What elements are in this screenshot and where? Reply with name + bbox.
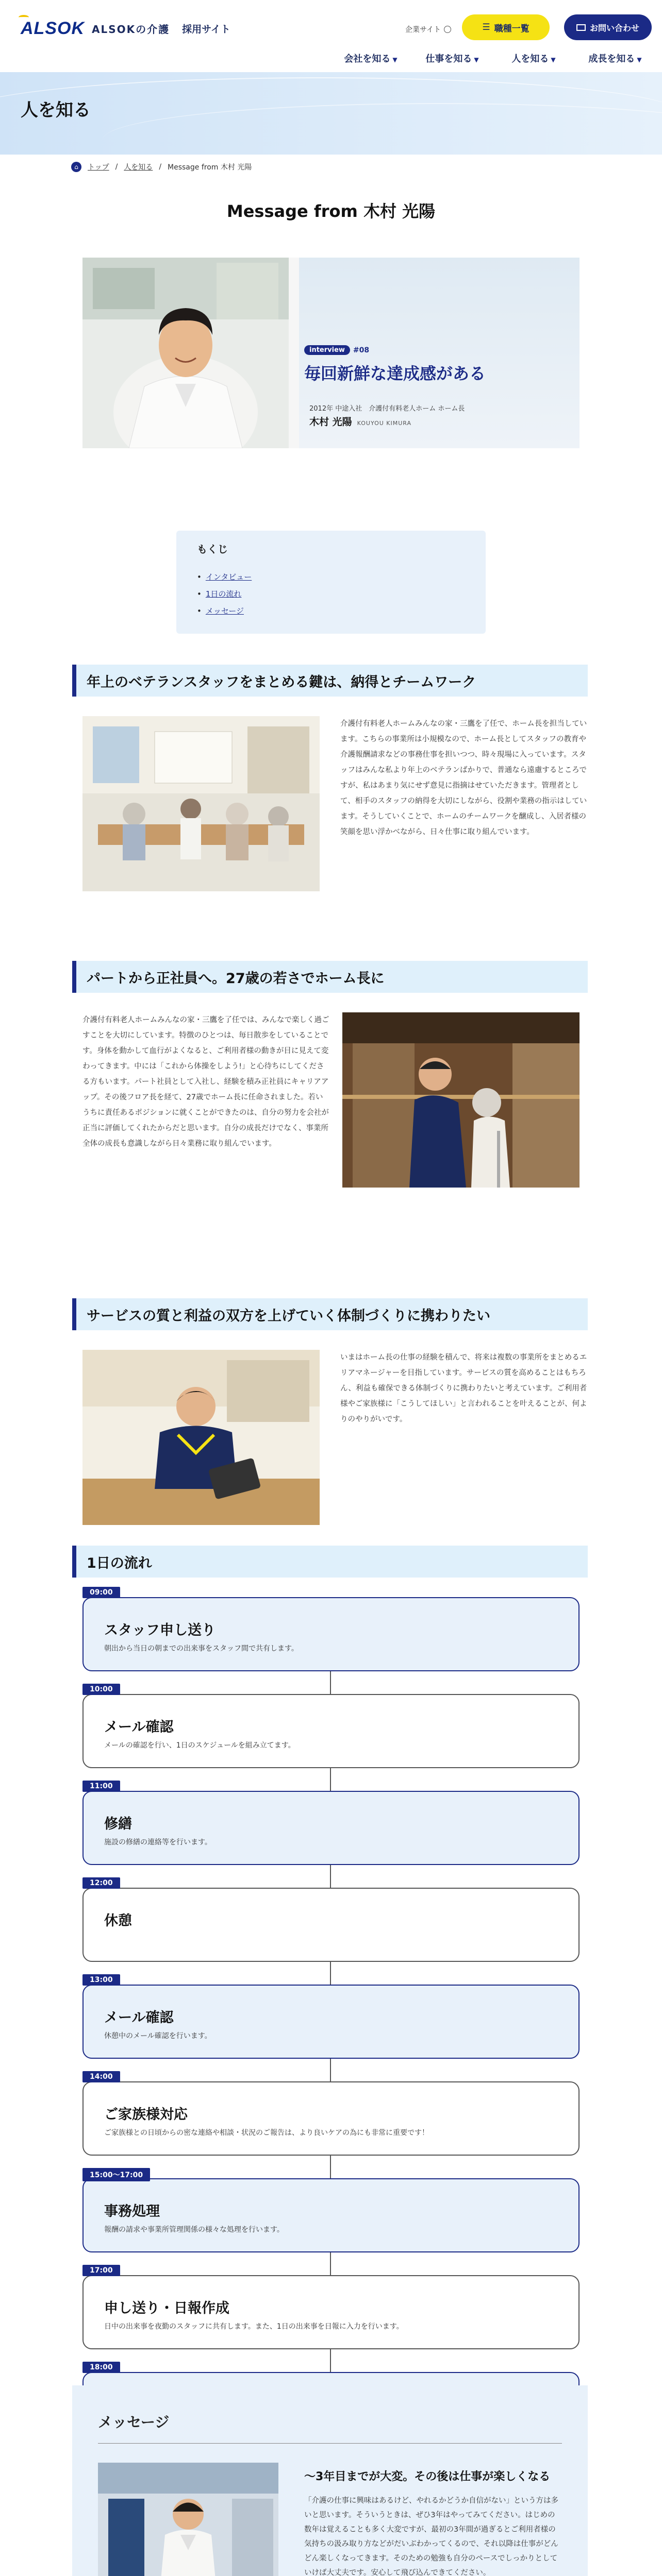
- contact-button[interactable]: [564, 14, 652, 40]
- breadcrumb-current: Message from 木村 光陽: [168, 163, 252, 172]
- corporate-site-link[interactable]: [405, 24, 451, 35]
- jobs-list-button[interactable]: [462, 14, 550, 40]
- site-sub: 採用サイト: [182, 24, 230, 35]
- section-heading-text: 年上のベテランスタッフをまとめる鍵は、納得とチームワーク: [87, 674, 476, 690]
- schedule-time: 14:00: [82, 2071, 120, 2082]
- chevron-down-icon: ▼: [392, 56, 398, 63]
- nav-label: 会社を知る: [344, 54, 391, 64]
- message-section: [72, 2385, 588, 2576]
- profile-photo: [82, 258, 289, 448]
- jobs-list-label: 職種一覧: [494, 23, 529, 34]
- contact-label: お問い合わせ: [589, 23, 639, 33]
- schedule-item: [82, 1588, 580, 1671]
- schedule-connector: [330, 1962, 331, 1985]
- section-body: いまはホーム長の仕事の経験を積んで、将来は複数の事業所をまとめるエリアマネージャーを目指しています。サービスの質を高めることはもちろん、利益も確保できる体制づくりに携わりたいと考えています。ご利用者様やご家族様に「こうしてほしい」と言われることを叶えることが、何よりのやりがいです。: [340, 1353, 587, 1423]
- schedule-connector: [330, 1865, 331, 1888]
- home-icon[interactable]: ⌂: [71, 162, 81, 172]
- schedule-connector: [330, 2059, 331, 2081]
- schedule-time: 18:00: [82, 2362, 120, 2373]
- nav-label: 人を知る: [511, 54, 549, 64]
- breadcrumb-parent[interactable]: 人を知る: [124, 163, 153, 172]
- schedule-title: 申し送り・日報作成: [104, 2300, 229, 2316]
- interview-pill: interview: [304, 345, 350, 355]
- site-name: ALSOKの介護: [92, 23, 170, 36]
- toc-title: もくじ: [197, 543, 228, 555]
- schedule-desc: 日中の出来事を夜勤のスタッフに共有します。また、1日の出来事を日報に入力を行います。: [104, 2323, 404, 2331]
- logo-area[interactable]: [21, 19, 230, 39]
- schedule-time: 17:00: [82, 2265, 120, 2276]
- schedule-connector: [330, 2252, 331, 2275]
- schedule-title: スタッフ申し送り: [104, 1622, 216, 1638]
- section-body: 介護付有料老人ホームみんなの家・三鷹を了任では、みんなで楽しく過ごすことを大切にしています。特徴のひとつは、毎日散歩をしていることです。身体を動かして血行がよくなると、ご利用者様の動きが目に見えて変わってきます。中には「これから体操をしよう!」と心待ちにしてくださる方もいます。パート社員として入社し、経験を積み正社員にキャリアアップ。その後フロア長を経て、27歳でホーム長に任命されました。若いうちに責任あるポジションに就くことができたのは、自分の努力を会社が正当に評価してくれたからだと思います。自分の成長だけでなく、事業所全体の成長も意識しながら日々業務に取り組んでいます。: [82, 1016, 329, 1148]
- section-heading-text: サービスの質と利益の双方を上げていく体制づくりに携わりたい: [87, 1308, 490, 1324]
- nav-growth[interactable]: [574, 52, 656, 65]
- chevron-down-icon: ▼: [637, 56, 642, 63]
- corporate-site-label: 企業サイト: [405, 26, 441, 34]
- global-nav: [330, 52, 656, 65]
- schedule-desc: 休憩中のメール確認を行います。: [104, 2032, 212, 2040]
- section-body: 介護付有料老人ホームみんなの家・三鷹を了任で、ホーム長を担当しています。こちらの事業所は小規模なので、ホーム長としてスタッフの教育や介護報酬請求などの事務仕事を担いつつ、時々現場に入っています。スタッフはみんな私より年上のベテランばかりで、普通なら遠慮するところですが、私はあまり気にせず意見に指摘はせていただきます。管理者として、相手のスタッフの納得を大切にしながら、役割や業務の指示はしています。そうしていくことで、ホームのチームワークを醸成し、入居者様の笑顔を思い浮かべながら、日々仕事に取り組んでいます。: [340, 720, 587, 836]
- chevron-down-icon: ▼: [474, 56, 479, 63]
- nav-label: 成長を知る: [588, 54, 635, 64]
- nav-work[interactable]: [411, 52, 493, 65]
- schedule-time: 15:00〜17:00: [82, 2168, 150, 2181]
- schedule-time: 13:00: [82, 1974, 120, 1986]
- chevron-down-icon: ▼: [551, 56, 556, 63]
- schedule-item: [82, 2266, 580, 2349]
- schedule-heading: [72, 1546, 588, 1578]
- nav-company[interactable]: [330, 52, 411, 65]
- toc-list: [197, 571, 465, 616]
- schedule-time: 10:00: [82, 1684, 120, 1695]
- breadcrumb-separator: /: [159, 163, 162, 171]
- logo-text: ALSOK: [21, 19, 85, 38]
- schedule-connector: [330, 1768, 331, 1791]
- section-photo-tablet: [82, 1350, 320, 1525]
- page-title: Message from 木村 光陽: [226, 201, 436, 221]
- section-heading: [72, 1298, 588, 1330]
- interview-number: #08: [353, 346, 370, 354]
- schedule-item: [82, 2171, 580, 2252]
- schedule-desc: 報酬の請求や事業所管理関係の様々な処理を行います。: [104, 2226, 284, 2234]
- section-heading: [72, 961, 588, 993]
- section-photo-meeting: [82, 716, 320, 891]
- profile-card: [82, 258, 580, 448]
- breadcrumb: [71, 162, 252, 172]
- section-heading: [72, 665, 588, 697]
- schedule-desc: 施設の修繕の連絡等を行います。: [104, 1838, 212, 1846]
- schedule-time: 09:00: [82, 1587, 120, 1598]
- interview-tag: [304, 345, 369, 355]
- section-heading-text: パートから正社員へ。27歳の若さでホーム長に: [87, 970, 385, 987]
- schedule-desc: メールの確認を行い、1日のスケジュールを組み立てます。: [104, 1741, 295, 1750]
- schedule-title: 事務処理: [104, 2204, 160, 2219]
- schedule-item: [82, 1685, 580, 1768]
- external-circle-icon: [444, 26, 451, 33]
- breadcrumb-separator: /: [115, 163, 118, 171]
- profile-name-romaji: KOUYOU KIMURA: [357, 420, 411, 427]
- message-heading: メッセージ: [98, 2414, 170, 2431]
- schedule-connector: [330, 2156, 331, 2178]
- profile-name-kanji: 木村 光陽: [309, 416, 352, 428]
- message-photo: [98, 2463, 278, 2576]
- list-icon: ☰: [482, 22, 490, 32]
- profile-meta: 2012年 中途入社 介護付有料老人ホーム ホーム長: [309, 405, 465, 413]
- message-divider: [98, 2443, 562, 2444]
- toc-item-schedule[interactable]: • 1日の流れ: [197, 588, 465, 599]
- nav-people[interactable]: [493, 52, 574, 65]
- schedule-heading-text: 1日の流れ: [87, 1555, 152, 1571]
- schedule-desc: 朝出から当日の朝までの出来事をスタッフ間で共有します。: [104, 1645, 299, 1653]
- schedule-title: 休憩: [104, 1913, 132, 1929]
- toc-item-message[interactable]: • メッセージ: [197, 605, 465, 616]
- nav-label: 仕事を知る: [425, 54, 472, 64]
- schedule-title: 修繕: [104, 1816, 132, 1832]
- alsok-logo[interactable]: [21, 19, 85, 39]
- toc-item-interview[interactable]: • インタビュー: [197, 571, 465, 582]
- table-of-contents: [176, 531, 486, 634]
- schedule-time: 11:00: [82, 1781, 120, 1792]
- schedule-connector: [330, 1671, 331, 1694]
- schedule-item: [82, 2073, 580, 2156]
- logo-swoosh: [19, 15, 29, 20]
- breadcrumb-home[interactable]: トップ: [88, 163, 109, 172]
- schedule-item: [82, 1976, 580, 2059]
- profile-headline: 毎回新鮮な達成感がある: [304, 364, 486, 383]
- schedule-item: [82, 1782, 580, 1865]
- profile-name: [309, 414, 411, 428]
- schedule-time: 12:00: [82, 1877, 120, 1889]
- hero-banner: [0, 72, 662, 155]
- section-photo-walking-assist: [342, 1012, 580, 1188]
- message-body: 「介護の仕事に興味はあるけど、やれるかどうか自信がない」という方は多いと思います。そういうときは、ぜひ3年はやってみてください。はじめの数年は覚えることも多く大変ですが、最初の3年間が過ぎるとご利用者様の気持ちの汲み取り方などがだいぶわかってくるので、それ以降は仕事がどんどん楽しくなってきます。そのための勉強も自分のペースでしっかりとしていけば大丈夫です。安心して飛び込んできてください。: [304, 2497, 558, 2576]
- mail-icon: [576, 24, 586, 31]
- hero-title: 人を知る: [21, 100, 91, 121]
- schedule-item: [82, 1879, 580, 1962]
- schedule-connector: [330, 2349, 331, 2372]
- schedule-title: メール確認: [104, 1719, 174, 1735]
- schedule-title: ご家族様対応: [104, 2107, 188, 2123]
- message-subheading: 〜3年目までが大変。その後は仕事が楽しくなる: [304, 2470, 551, 2483]
- schedule-title: メール確認: [104, 2010, 174, 2026]
- schedule-desc: ご家族様との日頃からの密な連絡や相談・状況のご報告は、より良いケアの為にも非常に重要です！: [104, 2129, 429, 2137]
